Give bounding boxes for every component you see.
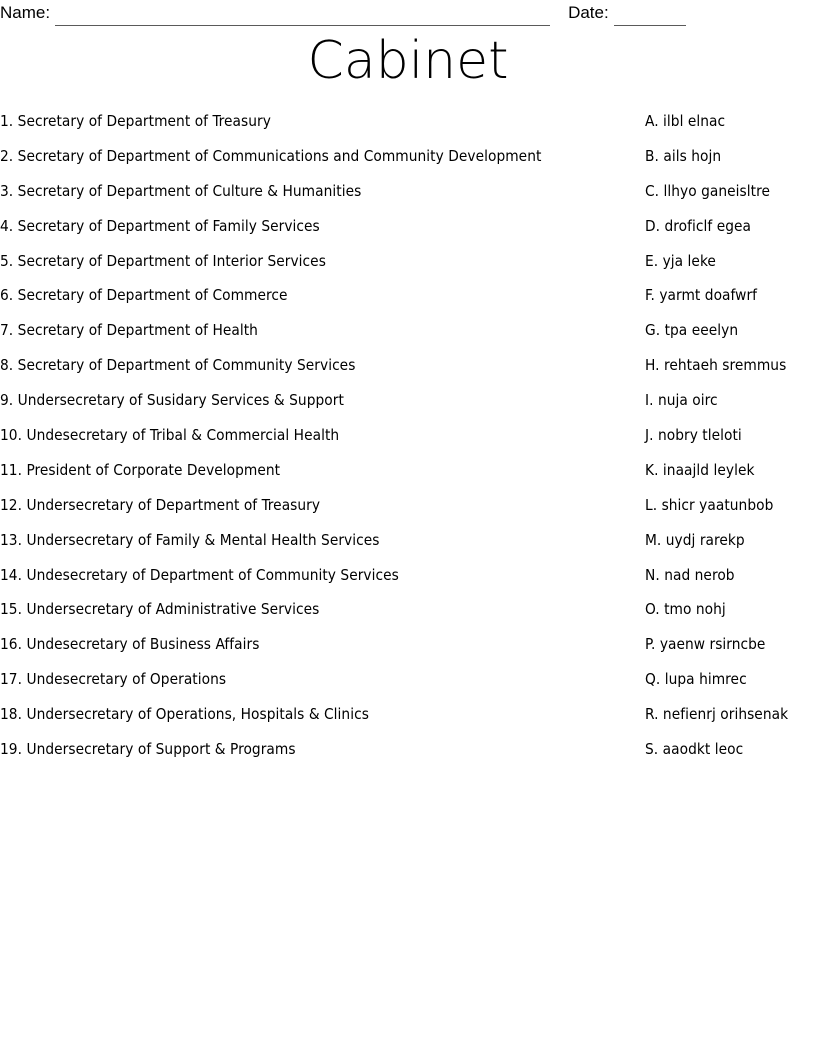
answer-text: ails hojn [663,146,722,165]
answer-item-f[interactable] [645,285,757,305]
question-item-19[interactable] [0,739,296,759]
question-marker: 10. [0,426,23,445]
question-marker: 5. [0,251,14,270]
answer-marker: C. [645,181,660,200]
match-row [0,530,816,565]
answer-text: nuja oirc [657,391,718,410]
answer-item-c[interactable] [645,181,770,201]
question-item-12[interactable] [0,495,320,515]
answer-marker: A. [645,112,659,130]
answer-text: yja leke [662,251,716,270]
answer-marker: S. [645,740,659,759]
answer-marker: K. [645,460,659,479]
answer-marker: F. [645,286,655,305]
match-row [0,634,816,669]
answer-marker: O. [645,600,660,619]
question-item-3[interactable] [0,181,361,201]
answer-text: tmo nohj [664,600,726,619]
question-marker: 6. [0,286,14,305]
answer-item-a[interactable] [645,111,725,131]
question-text: Secretary of Department of Treasury [17,112,271,130]
question-item-13[interactable] [0,530,379,550]
answer-marker: Q. [645,670,661,689]
answer-item-g[interactable] [645,320,738,340]
question-text: Undesecretary of Operations [26,670,227,689]
question-item-9[interactable] [0,390,344,410]
answer-item-e[interactable] [645,251,716,271]
match-row [0,425,816,460]
question-marker: 15. [0,600,23,619]
question-item-18[interactable] [0,704,369,724]
answer-text: droficlf egea [664,216,752,235]
match-row [0,320,816,355]
question-text: Secretary of Department of Health [17,321,258,340]
answer-marker: I. [645,391,654,410]
question-text: President of Corporate Development [26,460,281,479]
name-label: Name: [0,3,51,22]
answer-text: rehtaeh sremmus [663,356,787,375]
date-label: Date: [568,3,609,22]
question-text: Undersecretary of Department of Treasury [26,495,321,514]
match-row [0,739,816,774]
match-row [0,669,816,704]
question-marker: 17. [0,670,23,689]
question-marker: 4. [0,216,14,235]
answer-item-o[interactable] [645,599,726,619]
answer-marker: M. [645,530,662,549]
answer-item-r[interactable] [645,704,788,724]
answer-text: nad nerob [664,565,735,584]
answer-item-l[interactable] [645,495,773,515]
question-marker: 18. [0,705,23,724]
answer-text: shicr yaatunbob [661,495,774,514]
answer-item-i[interactable] [645,390,718,410]
match-row [0,565,816,600]
question-text: Secretary of Department of Culture & Humanities [17,181,362,200]
answer-marker: N. [645,565,660,584]
question-item-5[interactable] [0,251,326,271]
question-item-4[interactable] [0,216,320,236]
question-text: Undersecretary of Family & Mental Health Services [26,530,380,549]
answer-text: nobry tleloti [657,426,742,445]
answer-text: tpa eeelyn [664,321,739,340]
question-item-15[interactable] [0,599,319,619]
question-item-11[interactable] [0,460,280,480]
answer-marker: P. [645,635,656,654]
question-marker: 19. [0,740,23,759]
answer-item-m[interactable] [645,530,745,550]
question-marker: 14. [0,565,23,584]
answer-item-p[interactable] [645,634,765,654]
answer-text: lupa himrec [664,670,747,689]
question-item-17[interactable] [0,669,226,689]
match-row [0,355,816,390]
answer-item-q[interactable] [645,669,747,689]
answer-item-d[interactable] [645,216,751,236]
question-item-7[interactable] [0,320,258,340]
question-marker: 7. [0,321,14,340]
question-item-1[interactable] [0,111,271,131]
question-text: Secretary of Department of Family Services [17,216,320,235]
question-marker: 12. [0,495,23,514]
match-row [0,390,816,425]
question-text: Undersecretary of Support & Programs [26,740,296,759]
worksheet-header [0,0,816,26]
question-item-14[interactable] [0,565,399,585]
matching-list [0,111,816,774]
date-input-line[interactable] [614,7,686,26]
question-marker: 1. [0,112,14,130]
question-text: Secretary of Department of Community Services [17,356,356,375]
question-text: Secretary of Department of Communications and Community Development [17,146,542,165]
question-marker: 9. [0,391,14,410]
answer-text: yaenw rsirncbe [659,635,766,654]
answer-text: llhyo ganeisltre [663,181,770,200]
name-input-line[interactable] [55,7,550,26]
answer-marker: R. [645,705,659,724]
question-text: Secretary of Department of Commerce [17,286,288,305]
answer-text: ilbl elnac [663,112,726,130]
answer-marker: D. [645,216,661,235]
answer-marker: L. [645,495,658,514]
answer-item-h[interactable] [645,355,786,375]
question-marker: 13. [0,530,23,549]
answer-item-n[interactable] [645,565,735,585]
answer-text: aaodkt leoc [662,740,744,759]
match-row [0,251,816,286]
answer-text: nefienrj orihsenak [662,705,789,724]
answer-item-k[interactable] [645,460,755,480]
question-item-10[interactable] [0,425,339,445]
answer-item-b[interactable] [645,146,721,166]
question-marker: 8. [0,356,14,375]
match-row [0,460,816,495]
question-item-16[interactable] [0,634,259,654]
answer-marker: J. [645,426,654,445]
question-item-2[interactable] [0,146,541,166]
question-item-8[interactable] [0,355,355,375]
answer-marker: H. [645,356,660,375]
match-row [0,146,816,181]
question-marker: 3. [0,181,14,200]
question-text: Undesecretary of Tribal & Commercial Health [26,426,340,445]
answer-text: uydj rarekp [665,530,745,549]
question-text: Secretary of Department of Interior Services [17,251,326,270]
match-row [0,181,816,216]
answer-marker: E. [645,251,659,270]
answer-text: yarmt doafwrf [659,286,758,305]
answer-text: inaajld leylek [662,460,755,479]
answer-item-j[interactable] [645,425,742,445]
question-text: Undesecretary of Business Affairs [26,635,260,654]
question-text: Undersecretary of Operations, Hospitals & Clinics [26,705,369,724]
match-row [0,111,816,146]
match-row [0,599,816,634]
question-text: Undersecretary of Administrative Services [26,600,320,619]
answer-item-s[interactable] [645,739,743,759]
match-row [0,495,816,530]
question-text: Undersecretary of Susidary Services & Support [17,391,344,410]
answer-marker: B. [645,146,659,165]
match-row [0,216,816,251]
question-marker: 11. [0,460,23,479]
question-text: Undesecretary of Department of Community Services [26,565,399,584]
question-marker: 16. [0,635,23,654]
page-title: Cabinet [307,31,509,91]
match-row [0,704,816,739]
answer-marker: G. [645,321,661,340]
question-marker: 2. [0,146,14,165]
match-row [0,285,816,320]
question-item-6[interactable] [0,285,288,305]
